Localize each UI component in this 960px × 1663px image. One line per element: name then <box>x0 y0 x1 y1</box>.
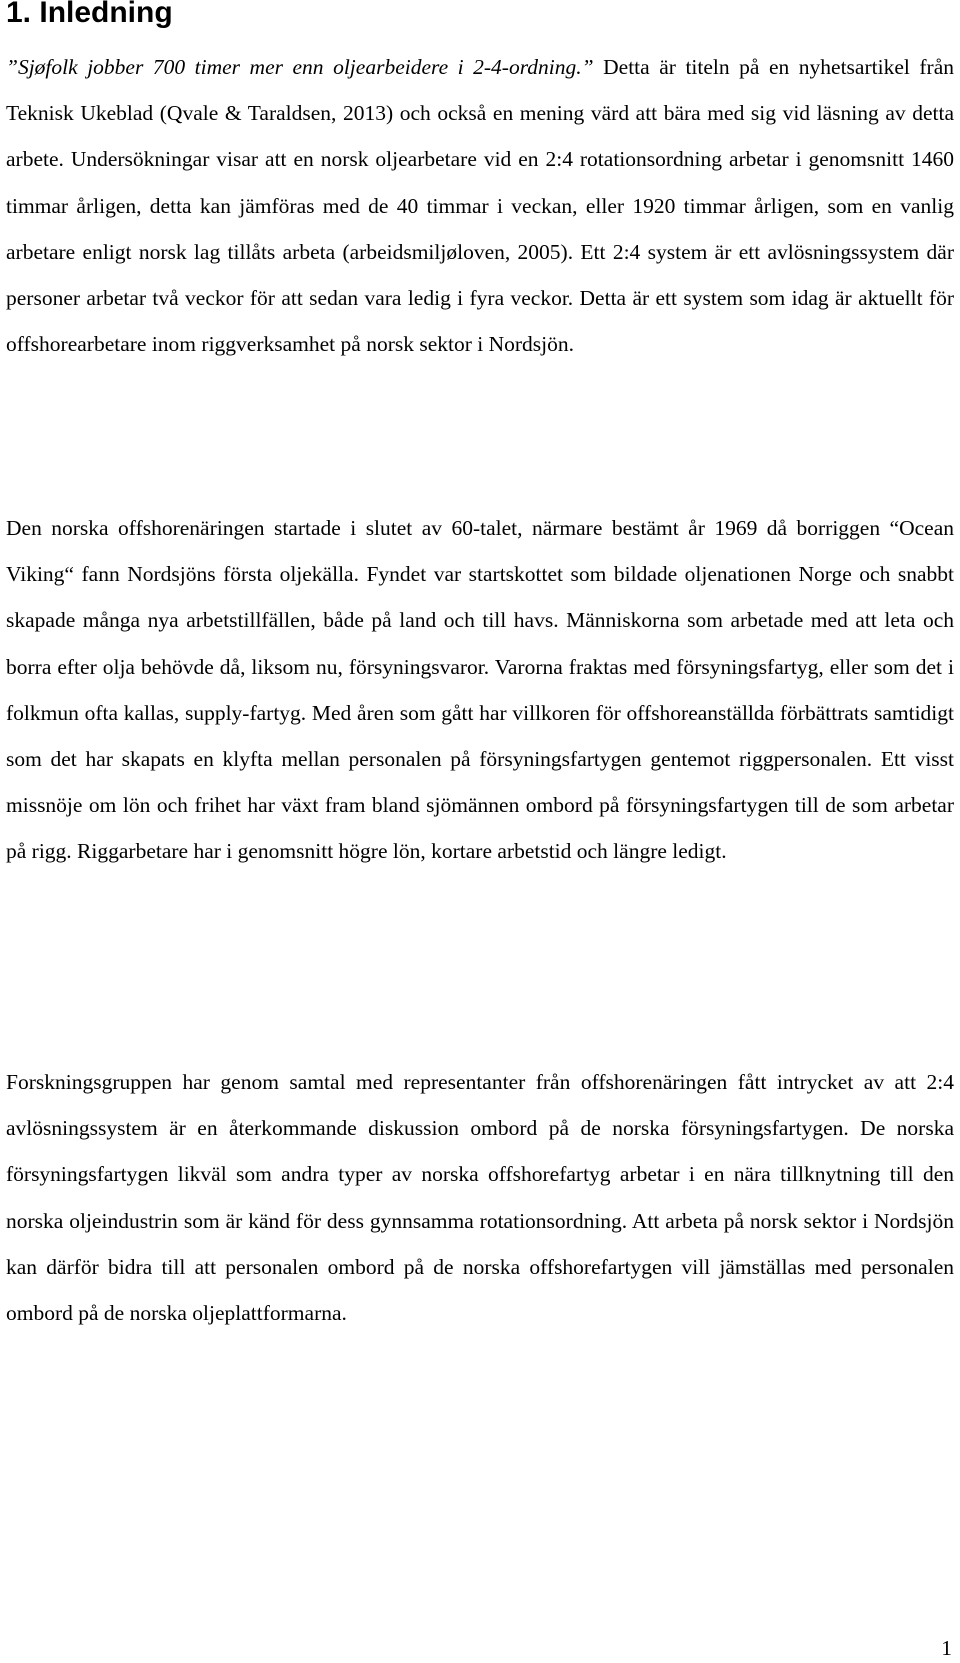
page-number: 1 <box>941 1636 952 1660</box>
paragraph-intro-text: Detta är titeln på en nyhetsartikel från Teknisk Ukeblad (Qvale & Taraldsen, 2013) och också en mening värd att bära med sig vid läsning av detta arbete. Undersökningar visar att en norsk oljearbetare vid en 2:4 rotationsordning arbetar i genomsnitt 1460 timmar årligen, detta kan jämföras med de 40 timmar i veckan, eller 1920 timmar årligen, som en vanlig arbetare enligt norsk lag tillåts arbeta (arbeidsmiljøloven, 2005). Ett 2:4 system är ett avlösningssystem där personer arbetar två veckor för att sedan vara ledig i fyra veckor. Detta är ett system som idag är aktuellt för offshorearbetare inom riggverksamhet på norsk sektor i Nordsjön. <box>6 55 954 357</box>
paragraph-research-group: Forskningsgruppen har genom samtal med representanter från offshorenäringen fått intrycket av att 2:4 avlösningssystem är en återkommande diskussion ombord på de norska försyningsfartygen. De norska försyningsfartygen likväl som andra typer av norska offshorefartyg arbetar i en nära tillknytning till den norska oljeindustrin som är känd för dess gynnsamma rotationsordning. Att arbeta på norsk sektor i Nordsjön kan därför bidra till att personalen ombord på de norska offshorefartygen vill jämställas med personalen ombord på de norska oljeplattformarna. <box>6 1070 954 1326</box>
document-page <box>6 0 954 1663</box>
article-title-quote: ”Sjøfolk jobber 700 timer mer enn oljearbeidere i 2-4-ordning.” <box>6 55 594 79</box>
section-heading: 1. Inledning <box>6 0 173 29</box>
paragraph-background: Den norska offshorenäringen startade i slutet av 60-talet, närmare bestämt år 1969 då borriggen “Ocean Viking“ fann Nordsjöns första oljekälla. Fyndet var startskottet som bildade oljenationen Norge och snabbt skapade många nya arbetstillfällen, både på land och till havs. Människorna som arbetade med att leta och borra efter olja behövde då, liksom nu, försyningsvaror. Varorna fraktas med försyningsfartyg, eller som det i folkmun ofta kallas, supply-fartyg. Med åren som gått har villkoren för offshoreanställda förbättrats samtidigt som det har skapats en klyfta mellan personalen på försyningsfartygen gentemot riggpersonalen. Ett visst missnöje om lön och frihet har växt fram bland sjömännen ombord på försyningsfartygen till de som arbetar på rigg. Riggarbetare har i genomsnitt högre lön, kortare arbetstid och längre ledigt. <box>6 516 954 864</box>
paragraph-intro <box>6 44 954 367</box>
